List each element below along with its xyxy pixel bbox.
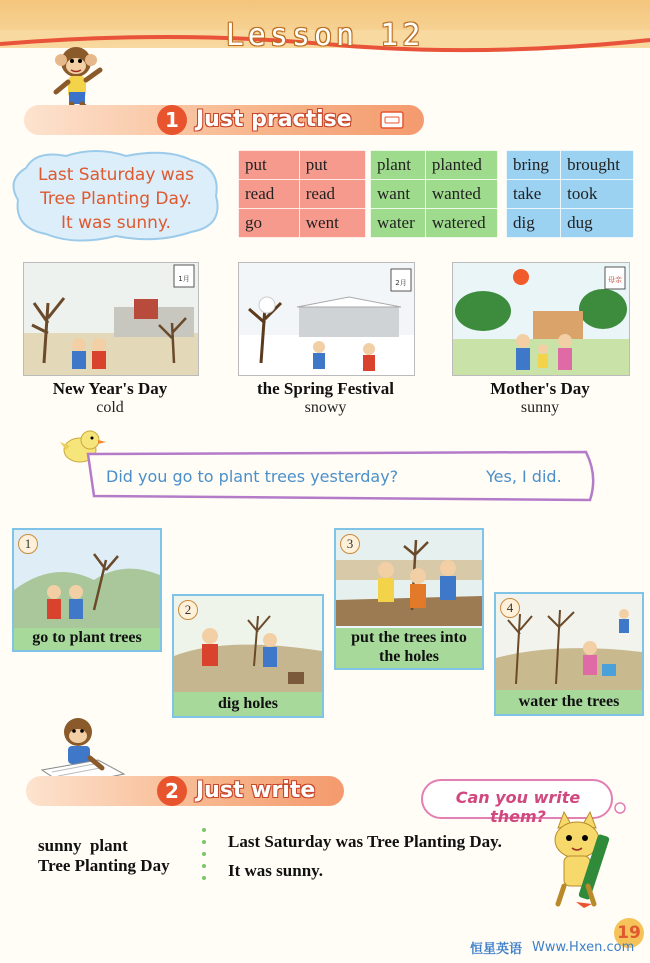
scene-2-label: dig holes [174, 692, 322, 716]
bubble1-line2: Tree Planting Day. [40, 189, 192, 209]
picture-spring-festival [238, 262, 415, 376]
verb-cell: took [561, 180, 634, 209]
picture-weather-cold: cold [96, 399, 124, 416]
verb-cell: water [371, 209, 426, 238]
bubble1-line3: It was sunny. [61, 213, 171, 233]
calendar-text: 母亲 [608, 276, 622, 284]
verb-cell: planted [425, 151, 497, 180]
verb-cell: go [239, 209, 300, 238]
scene-3-label-line1: put the trees into [351, 629, 467, 646]
scene-2 [172, 594, 324, 718]
scene-2-number: 2 [178, 600, 198, 620]
footer-brand: 恒星英语 [470, 942, 523, 957]
picture-mothers-day [452, 262, 630, 376]
dialogue-question: Did you go to plant trees yesterday? [106, 467, 399, 486]
verb-cell: want [371, 180, 426, 209]
cat-illustration [536, 810, 618, 910]
calendar-text: 2月 [395, 279, 407, 287]
verb-cell: put [239, 151, 300, 180]
verb-table-pink [238, 150, 366, 238]
verb-cell: put [299, 151, 365, 180]
scene-1-label: go to plant trees [14, 628, 160, 650]
verb-cell: went [299, 209, 365, 238]
dotted-divider [200, 826, 208, 886]
scene-3 [334, 528, 484, 670]
verb-table-green [370, 150, 498, 238]
page-number: 19 [614, 918, 644, 948]
cassette-icon [380, 111, 404, 129]
verb-cell: dug [561, 209, 634, 238]
picture-title-spring-festival: the Spring Festival [257, 379, 394, 398]
write-sentence-line1: Last Saturday was Tree Planting Day. [228, 832, 502, 851]
scene-3-label-line2: the holes [379, 648, 439, 665]
verb-cell: read [299, 180, 365, 209]
scene-4-label: water the trees [496, 690, 642, 714]
calendar-text: 1月 [178, 275, 190, 283]
scene-1 [12, 528, 162, 652]
section2-number: 2 [157, 776, 187, 806]
verb-table-blue [506, 150, 634, 238]
verb-cell: read [239, 180, 300, 209]
section1-number: 1 [157, 105, 187, 135]
picture-weather-snowy: snowy [304, 399, 347, 416]
footer-url: Www.Hxen.com [532, 940, 635, 955]
write-words-line1: sunny plant [38, 836, 128, 855]
dialogue-answer: Yes, I did. [486, 467, 562, 486]
scene-3-label [336, 628, 482, 668]
lesson-title: Lesson 12 [225, 18, 425, 53]
verb-cell: plant [371, 151, 426, 180]
write-words-line2: Tree Planting Day [38, 856, 170, 875]
picture-title-new-years-day: New Year's Day [52, 379, 168, 398]
picture-new-years-day [23, 262, 199, 376]
scene-4 [494, 592, 644, 716]
write-sentence-line2: It was sunny. [228, 861, 323, 880]
verb-cell: wanted [425, 180, 497, 209]
verb-cell: dig [507, 209, 561, 238]
section2-label: Just write [196, 778, 316, 803]
thought-bubble-text: Can you write them? [455, 788, 581, 826]
picture-weather-sunny: sunny [520, 399, 560, 416]
verb-cell: bring [507, 151, 561, 180]
verb-cell: watered [425, 209, 497, 238]
picture-title-mothers-day: Mother's Day [490, 379, 590, 398]
scene-1-number: 1 [18, 534, 38, 554]
section1-label: Just practise [196, 107, 352, 132]
bubble1-line1: Last Saturday was [37, 165, 194, 185]
scene-3-number: 3 [340, 534, 360, 554]
verb-cell: brought [561, 151, 634, 180]
verb-cell: take [507, 180, 561, 209]
scene-4-number: 4 [500, 598, 520, 618]
